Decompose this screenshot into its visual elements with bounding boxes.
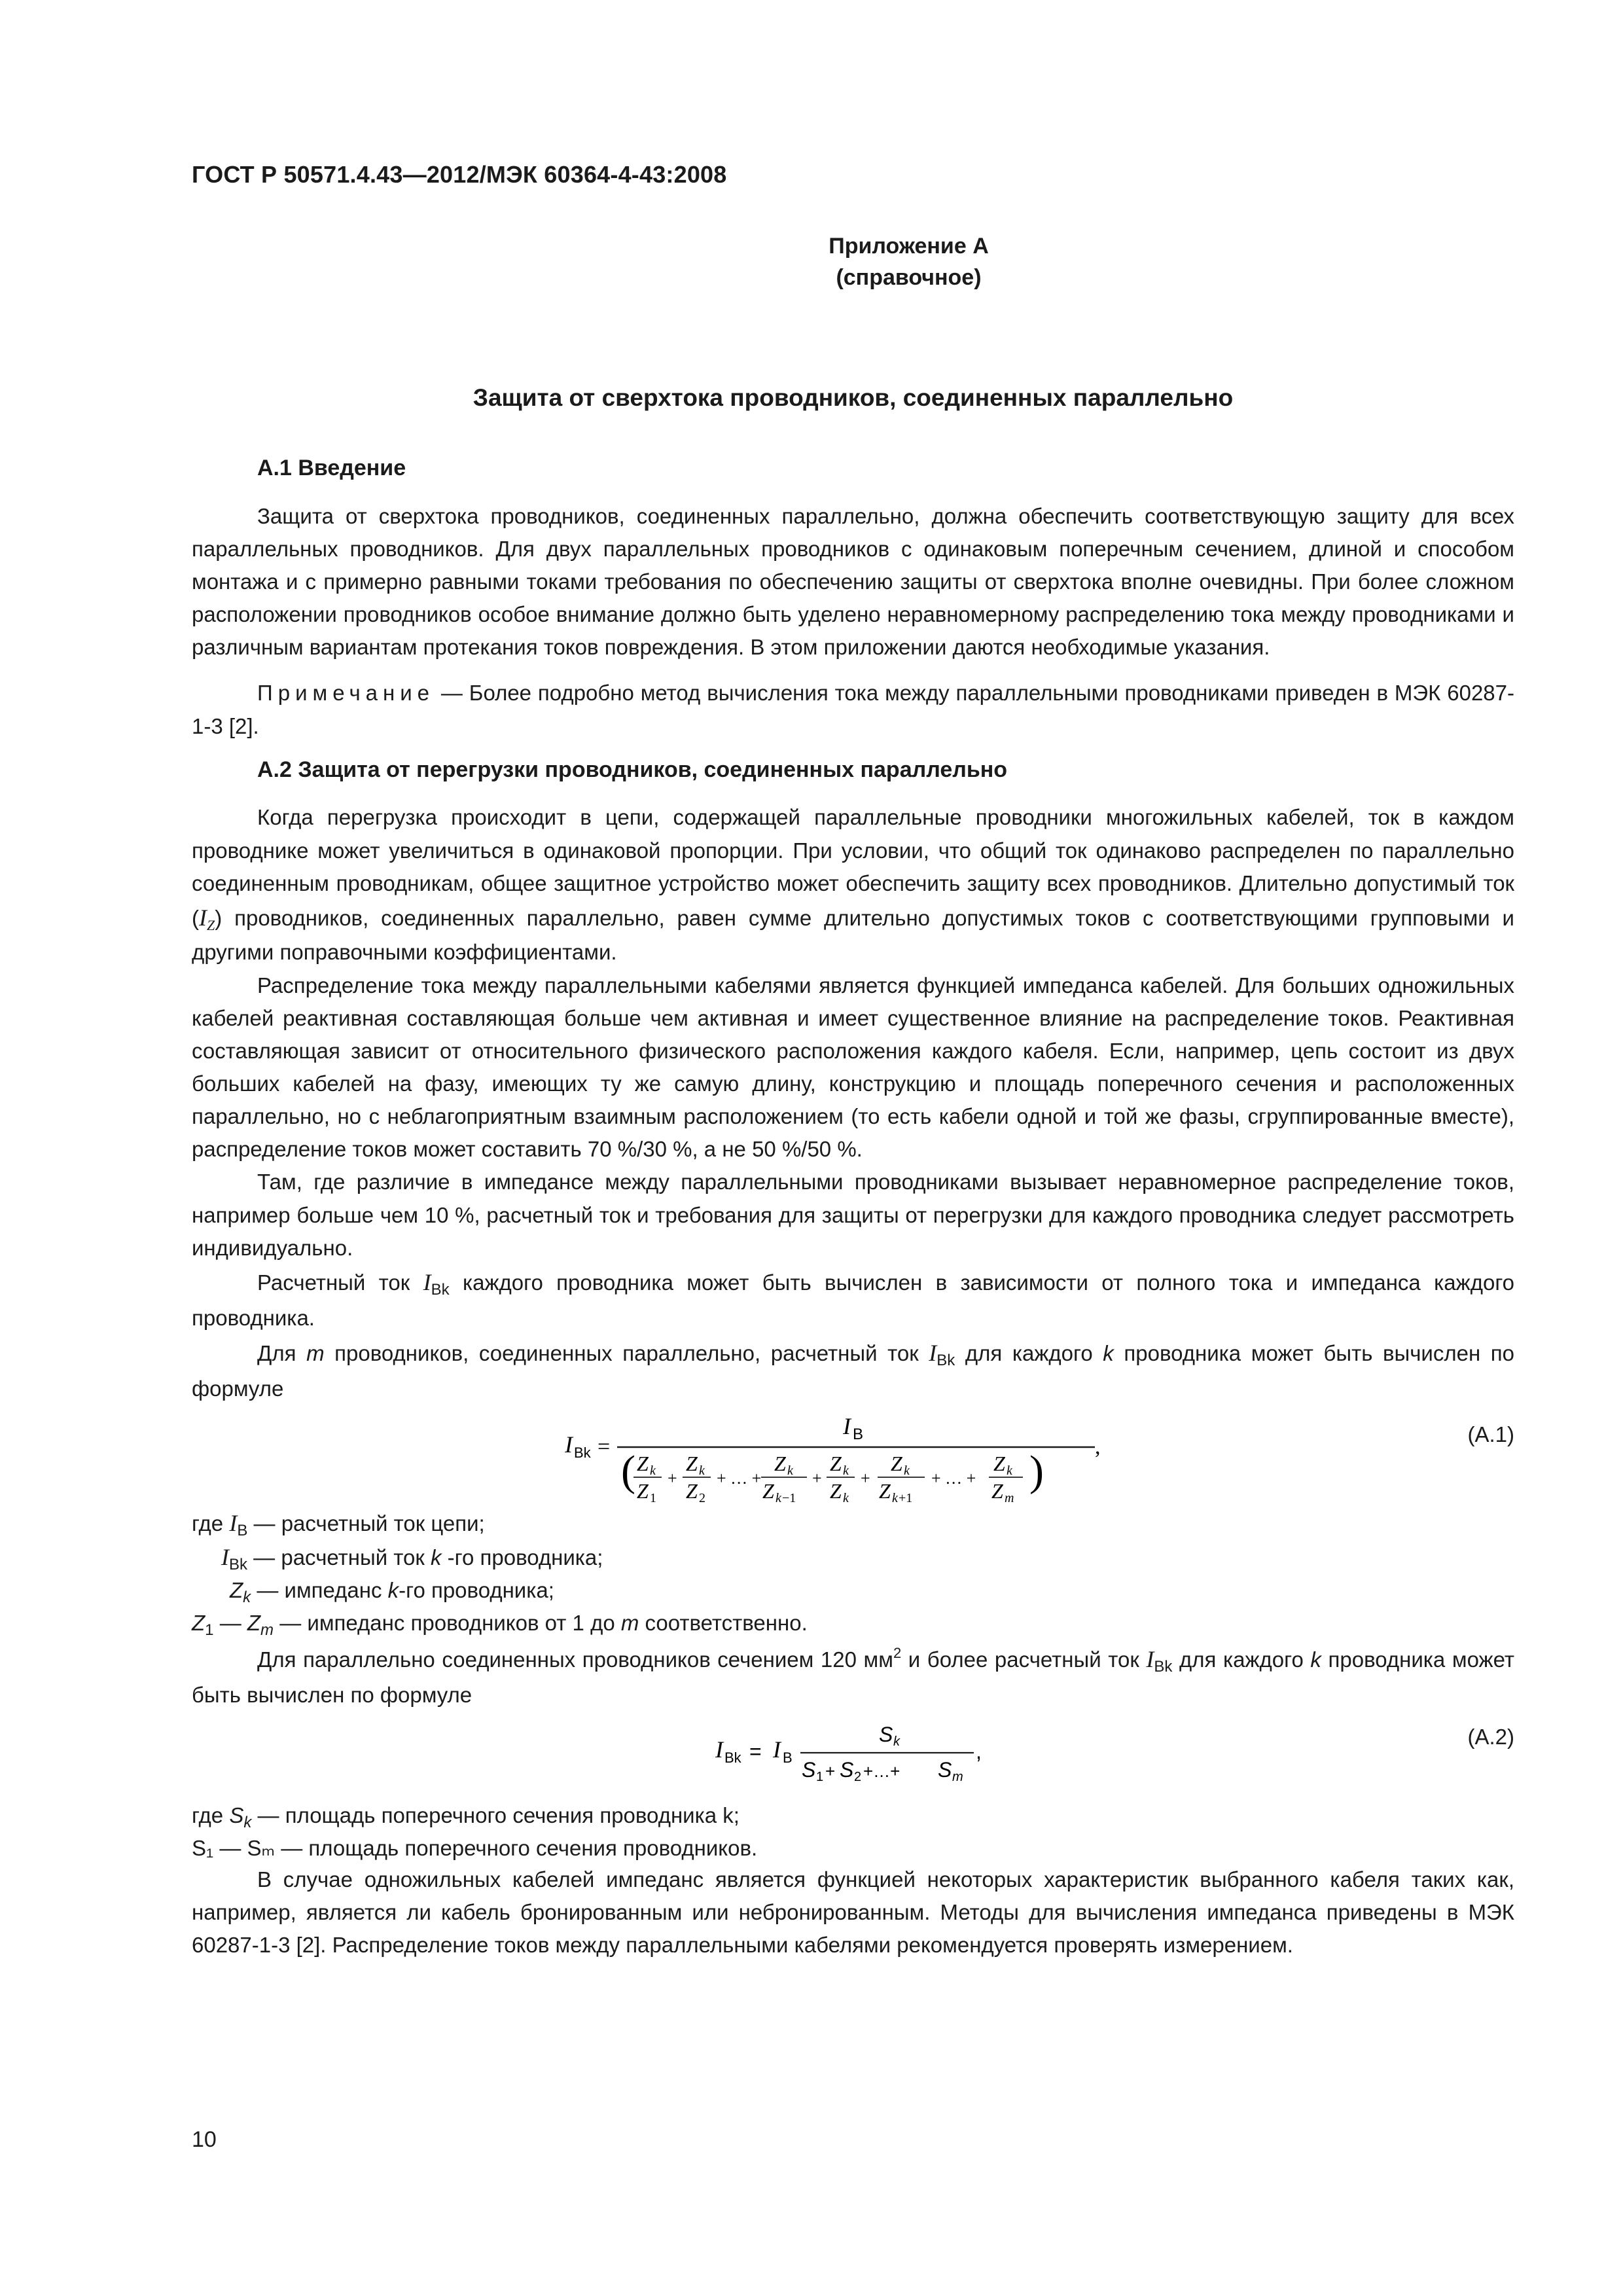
svg-text:+…+: +…+ — [863, 1761, 901, 1782]
note-paragraph — [192, 677, 1514, 742]
section-a2-paragraph-7: В случае одножильных кабелей импеданс является функцией некоторых характеристик выбранного кабеля таких как, например, является ли кабель бронированным или небронированным. Методы для вычисления импеданса приведены в МЭК 60287-1-3 [2]. Распределение токов между параллельными кабелями рекомендуется проверять измерением. — [192, 1867, 1514, 1958]
svg-text:,: , — [976, 1740, 982, 1764]
svg-text:Z: Z — [991, 1479, 1003, 1503]
svg-text:m: m — [952, 1770, 963, 1785]
svg-text:k: k — [650, 1463, 656, 1479]
svg-text:+: + — [825, 1761, 836, 1782]
svg-text:Z: Z — [774, 1452, 786, 1476]
svg-text:Z: Z — [830, 1452, 842, 1476]
formula-a2 — [192, 1717, 1514, 1795]
svg-text:Bk: Bk — [574, 1444, 591, 1462]
svg-text:k: k — [892, 1491, 898, 1505]
equation-number-a2: (А.2) — [1467, 1725, 1514, 1749]
svg-text:+: + — [861, 1469, 870, 1488]
svg-text:k: k — [893, 1734, 900, 1749]
section-a2-paragraph-5: Для m проводников, соединенных параллельно, расчетный ток $I_{Bk}$ для каждого k проводника может быть вычислен по формуле — [192, 1339, 1514, 1401]
svg-text:,: , — [1095, 1435, 1101, 1460]
svg-text:): ) — [1029, 1447, 1044, 1496]
section-a2-paragraph-4: Расчетный ток $I_{Bk}$ каждого проводника может быть вычислен в зависимости от полного тока и импеданса каждого проводника. — [192, 1268, 1514, 1331]
where-1-line-3: $Z_k$ — импеданс k-го проводника; — [230, 1578, 554, 1607]
formula-a2-svg — [715, 1717, 1043, 1795]
section-a2-paragraph-1: Когда перегрузка происходит в цепи, содержащей параллельные проводники многожильных кабелей, ток в каждом проводнике может увеличиться в одинаковой пропорции. При условии, что общий ток одинаково распределен по параллельно соединенным проводникам, общее защитное устройство может обеспечить защиту всех проводников. Длительно допустимый ток $(I_Z)$ проводников, соединенных параллельно, равен сумме длительно допустимых токов с соответствующими групповыми и другими поправочными коэффициентами. — [192, 805, 1514, 965]
page-number: 10 — [192, 2127, 217, 2152]
section-a2-paragraph-6: Для параллельно соединенных проводников сечением 120 $мм^2$ и более расчетный ток $I_{Bk}$ для каждого k проводника может быть вычислен по формуле — [192, 1644, 1514, 1708]
svg-text:Z: Z — [993, 1452, 1005, 1476]
svg-text:I: I — [773, 1736, 781, 1763]
note-label: Примечание — [257, 681, 435, 706]
svg-text:Z: Z — [686, 1479, 698, 1503]
svg-text:B: B — [853, 1426, 864, 1444]
section-a2-heading: А.2 Защита от перегрузки проводников, соединенных параллельно — [257, 757, 1008, 782]
svg-text:S: S — [938, 1758, 952, 1782]
svg-text:Z: Z — [686, 1452, 698, 1476]
where-2-line-2: S₁ — Sₘ — площадь поперечного сечения проводников. — [192, 1836, 758, 1861]
note-text: — Более подробно метод вычисления тока между параллельными проводниками приведен в МЭК 60287-1-3 [2]. — [192, 681, 1514, 738]
svg-text:k: k — [699, 1463, 705, 1479]
svg-text:I: I — [715, 1736, 723, 1763]
svg-text:1: 1 — [650, 1491, 656, 1505]
equation-number-a1: (А.1) — [1467, 1422, 1514, 1447]
svg-text:S: S — [879, 1723, 893, 1747]
svg-text:k: k — [776, 1491, 781, 1505]
svg-text:Z: Z — [637, 1452, 649, 1476]
section-a1-heading: А.1 Введение — [257, 456, 406, 480]
svg-text:Z: Z — [891, 1452, 902, 1476]
svg-text:Bk: Bk — [724, 1749, 741, 1767]
svg-text:1: 1 — [816, 1770, 824, 1785]
svg-text:S: S — [802, 1758, 816, 1782]
annex-status: (справочное) — [836, 265, 982, 291]
svg-text:B: B — [783, 1749, 793, 1767]
where-2-line-1: где $S_k$ — площадь поперечного сечения проводника k; — [192, 1803, 740, 1832]
svg-text:+ … +: + … + — [717, 1469, 762, 1488]
formula-a1 — [192, 1407, 1514, 1505]
where-1-line-2: $I_{Bk}$ — расчетный ток k -го проводника; — [221, 1544, 603, 1574]
svg-text:2: 2 — [699, 1491, 705, 1505]
where-1-line-4: $Z_1$ — $Z_m$ — импеданс проводников от 1 до m соответственно. — [192, 1611, 808, 1640]
document-body — [192, 452, 1514, 1962]
annex-heading — [192, 230, 1514, 294]
standard-header: ГОСТ Р 50571.4.43—2012/МЭК 60364-4-43:2008 — [192, 161, 727, 188]
svg-text:m: m — [1005, 1491, 1014, 1505]
svg-text:(: ( — [621, 1447, 635, 1496]
svg-text:I: I — [843, 1413, 851, 1440]
svg-text:+: + — [668, 1469, 677, 1488]
annex-main-title: Защита от сверхтока проводников, соединенных параллельно — [473, 384, 1234, 411]
svg-text:Z: Z — [762, 1479, 774, 1503]
svg-text:+: + — [812, 1469, 822, 1488]
svg-text:+ … +: + … + — [931, 1469, 976, 1488]
svg-text:+1: +1 — [899, 1491, 913, 1505]
section-a2-paragraph-2: Распределение тока между параллельными кабелями является функцией импеданса кабелей. Для больших одножильных кабелей реактивная составляющая больше чем активная и имеет существенное влияние на распределение токов. Реактивная составляющая зависит от относительного физического расположения каждого кабеля. Если, например, цепь состоит из двух больших кабелей на фазу, имеющих ту же самую длину, конструкцию и площадь поперечного сечения и расположенных параллельно, но с неблагоприятным взаимным расположением (то есть кабели одной и той же фазы, сгруппированные вместе), распределение токов может составить 70 %/30 %, а не 50 %/50 %. — [192, 973, 1514, 1162]
svg-text:k: k — [843, 1463, 849, 1479]
svg-text:=: = — [597, 1435, 611, 1460]
svg-text:2: 2 — [854, 1770, 862, 1785]
svg-text:k: k — [1007, 1463, 1012, 1479]
svg-text:Z: Z — [879, 1479, 891, 1503]
formula-a1-svg — [565, 1407, 1219, 1505]
section-a2-paragraph-3: Там, где различие в импедансе между параллельными проводниками вызывает неравномерное распределение токов, например больше чем 10 %, расчетный ток и требования для защиты от перегрузки для каждого проводника следует рассмотреть индивидуально. — [192, 1170, 1514, 1260]
svg-text:−1: −1 — [782, 1491, 796, 1505]
svg-text:I: I — [565, 1431, 573, 1458]
svg-text:k: k — [843, 1491, 849, 1505]
annex-title: Приложение А — [829, 234, 989, 259]
where-1-line-1: где $I_B$ — расчетный ток цепи; — [192, 1510, 485, 1540]
svg-text:=: = — [749, 1740, 762, 1764]
svg-text:k: k — [787, 1463, 793, 1479]
section-a1-paragraph: Защита от сверхтока проводников, соединенных параллельно, должна обеспечить соответствующую защиту для всех параллельных проводников. Для двух параллельных проводников с одинаковым поперечным сечением, длиной и способом монтажа и с примерно равными токами требования по обеспечению защиты от сверхтока вполне очевидны. При более сложном расположении проводников особое внимание должно быть уделено неравномерному распределению тока между проводниками и различным вариантам протекания токов повреждения. В этом приложении даются необходимые указания. — [192, 503, 1514, 660]
svg-text:Z: Z — [830, 1479, 842, 1503]
svg-text:S: S — [840, 1758, 854, 1782]
svg-text:Z: Z — [637, 1479, 649, 1503]
svg-text:k: k — [904, 1463, 910, 1479]
